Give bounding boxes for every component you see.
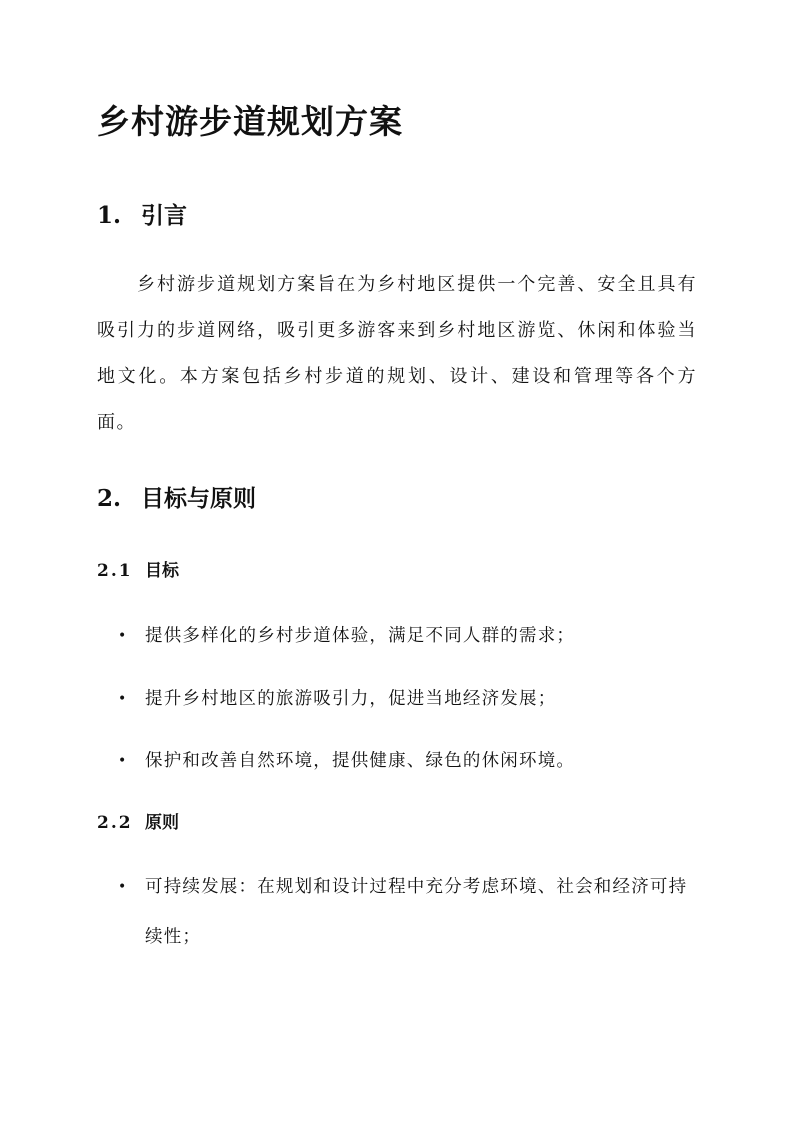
bullet-icon: • <box>118 691 128 707</box>
list-item-text: 可持续发展：在规划和设计过程中充分考虑环境、社会和经济可持续性； <box>145 877 688 947</box>
section-number: 2. <box>97 485 122 512</box>
list-item-text: 提供多样化的乡村步道体验，满足不同人群的需求； <box>145 626 576 646</box>
list-item-text: 提升乡村地区的旅游吸引力，促进当地经济发展； <box>145 689 557 709</box>
subsection-heading-goals <box>97 556 179 581</box>
bullet-icon: • <box>118 753 128 769</box>
section-title: 目标与原则 <box>141 485 256 512</box>
section-number: 1. <box>97 202 122 229</box>
document-title: 乡村游步道规划方案 <box>97 102 403 141</box>
subsection-number: 2.2 <box>97 813 133 833</box>
list-item <box>118 674 688 724</box>
section-heading-goals-principles <box>97 480 256 513</box>
bullet-icon: • <box>118 879 128 895</box>
subsection-heading-principles <box>97 808 179 833</box>
subsection-number: 2.1 <box>97 561 133 581</box>
list-item <box>118 611 688 661</box>
introduction-paragraph: 乡村游步道规划方案旨在为乡村地区提供一个完善、安全且具有吸引力的步道网络，吸引更多游客来到乡村地区游览、休闲和体验当地文化。本方案包括乡村步道的规划、设计、建设和管理等各个方面。 <box>97 274 697 433</box>
list-item-text: 保护和改善自然环境，提供健康、绿色的休闲环境。 <box>145 751 576 771</box>
subsection-title: 原则 <box>145 813 179 833</box>
section-heading-introduction <box>97 197 187 230</box>
list-item <box>118 862 688 962</box>
subsection-title: 目标 <box>145 561 179 581</box>
list-item <box>118 736 688 786</box>
section-title: 引言 <box>141 202 187 229</box>
bullet-icon: • <box>118 628 128 644</box>
